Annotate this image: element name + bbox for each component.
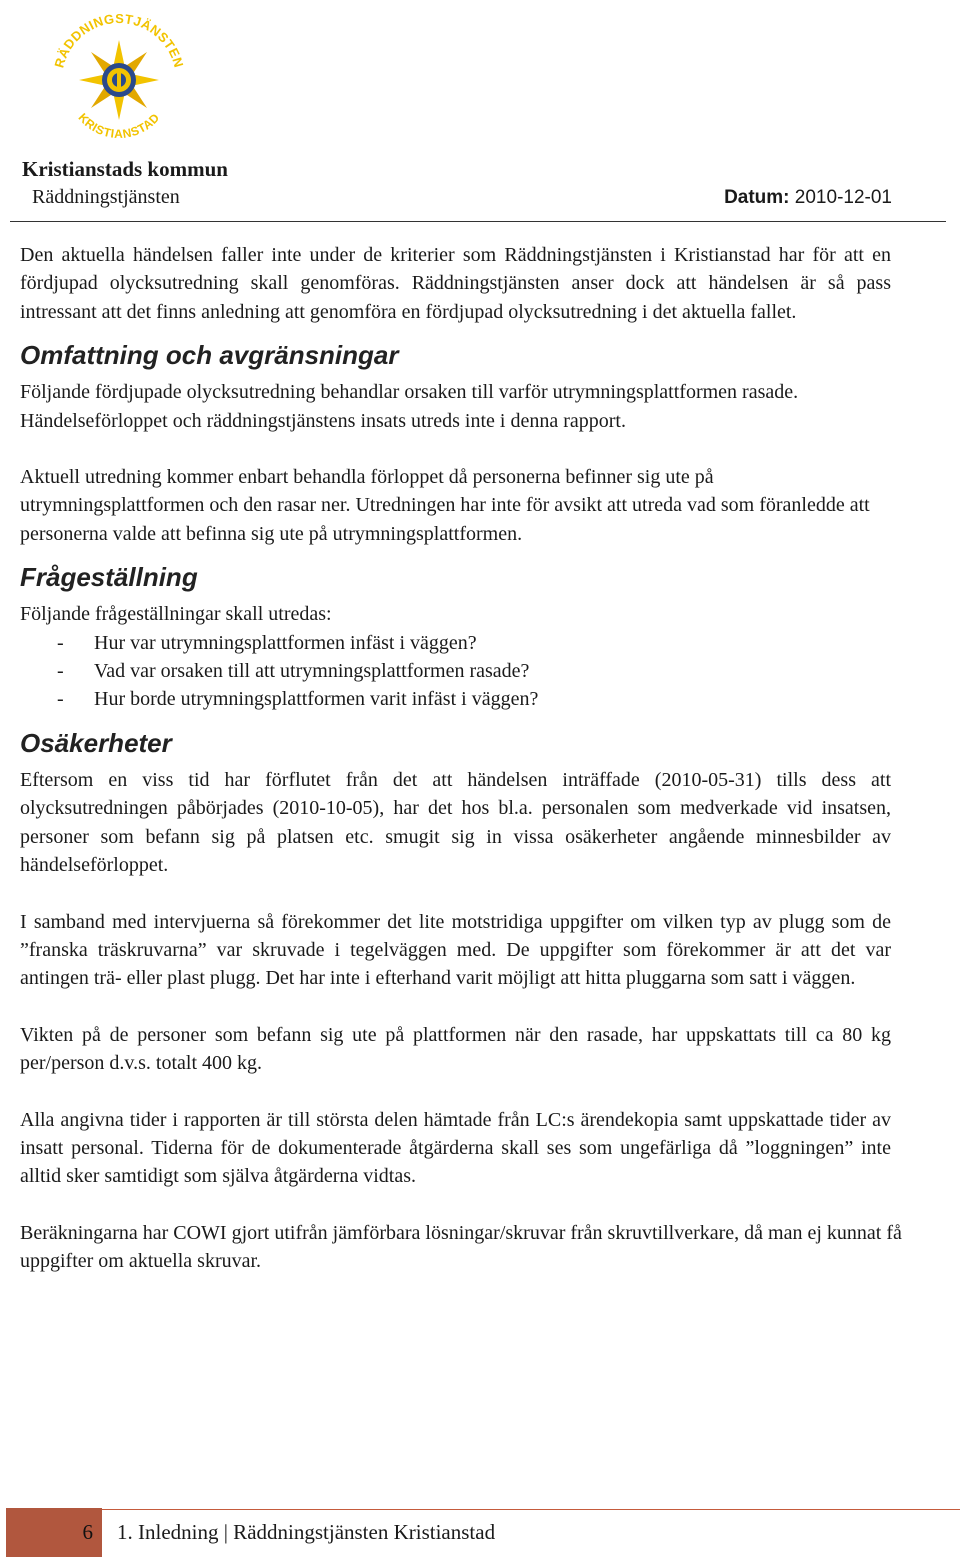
- uncertainties-paragraph-3: Vikten på de personer som befann sig ute på plattformen när den rasade, har uppskattats till ca 80 kg per/person d.v.s. totalt 400 kg.: [20, 1023, 891, 1075]
- uncertainties-paragraph-5: Beräkningarna har COWI gjort utifrån jämförbara lösningar/skruvar från skruvtillverkare, då man ej kunnat få uppgifter om aktuella skruvar.: [20, 1221, 902, 1273]
- header-divider: [10, 221, 946, 222]
- scope-paragraph-1: Följande fördjupade olycksutredning behandlar orsaken till varför utrymningsplattformen rasade. Händelseförloppet och räddningstjänstens insats utreds inte i denna rapport.: [20, 381, 799, 432]
- uncertainties-heading: Osäkerheter: [20, 727, 172, 758]
- list-item: - Hur var utrymningsplattformen infäst i väggen?: [20, 629, 891, 657]
- intro-paragraph: Den aktuella händelsen faller inte under de kriterier som Räddningstjänsten i Kristianstad har för att en fördjupad olycksutredning skall genomföras. Räddningstjänsten anser dock att händelsen är så pass intressant att det finns anledning att genomföra en fördjupad olycksutredning i det aktuella fallet.: [20, 244, 891, 323]
- questions-list: [20, 629, 891, 714]
- date-label: Datum:: [724, 187, 790, 208]
- uncertainties-paragraph-2: I samband med intervjuerna så förekommer det lite motstridiga uppgifter om vilken typ av plugg som de ”franska träskruvarna” var skruvade i tegelväggen med. De uppgifter som förekommer är att det var antingen trä- eller plast plugg. Det har inte i efterhand varit möjligt att hitta pluggarna som satt i väggen.: [20, 910, 891, 990]
- raddningstjansten-logo: [34, 0, 204, 150]
- footer-text: 1. Inledning | Räddningstjänsten Kristianstad: [117, 1520, 496, 1544]
- list-item: - Hur borde utrymningsplattformen varit infäst i väggen?: [20, 685, 891, 713]
- logo-text-top: RÄDDNINGSTJÄNSTEN: [51, 10, 187, 70]
- date-value: 2010-12-01: [794, 187, 892, 208]
- department-name: Räddningstjänsten: [32, 186, 180, 208]
- questions-intro: Följande frågeställningar skall utredas:: [20, 603, 332, 626]
- list-item: - Vad var orsaken till att utrymningsplattformen rasade?: [20, 657, 891, 685]
- scope-heading: Omfattning och avgränsningar: [20, 340, 399, 371]
- document-date: [724, 187, 892, 209]
- logo-text-bottom: KRISTIANSTAD: [75, 110, 163, 141]
- organization-name: Kristianstads kommun: [22, 157, 228, 181]
- questions-heading: Frågeställning: [20, 562, 198, 593]
- uncertainties-paragraph-4: Alla angivna tider i rapporten är till största delen hämtade från LC:s ärendekopia samt uppskattade tider av insatt personal. Tiderna för de dokumenterade åtgärderna skall ses som ungefärliga då ”loggningen” inte alltid sker samtidigt som själva åtgärderna vidtas.: [20, 1108, 891, 1188]
- document-body: [20, 241, 902, 1276]
- scope-paragraph-2: Aktuell utredning kommer enbart behandla förloppet då personerna befinner sig ute på utrymningsplattformen och den rasar ner. Utredningen har inte för avsikt att utreda vad som föranledde att personerna valde att befinna sig ute på utrymningsplattformen.: [20, 466, 870, 545]
- uncertainties-paragraph-1: Eftersom en viss tid har förflutet från det att händelsen inträffade (2010-05-31) tills dess att olycksutredningen påbörjades (2010-10-05), har det hos bl.a. personalen som medverkade vid insatsen, personer som befann sig på platsen etc. smugit sig in vissa osäkerheter angående minnesbilder av händelseförloppet.: [20, 768, 891, 877]
- page-number: 6: [82, 1520, 93, 1544]
